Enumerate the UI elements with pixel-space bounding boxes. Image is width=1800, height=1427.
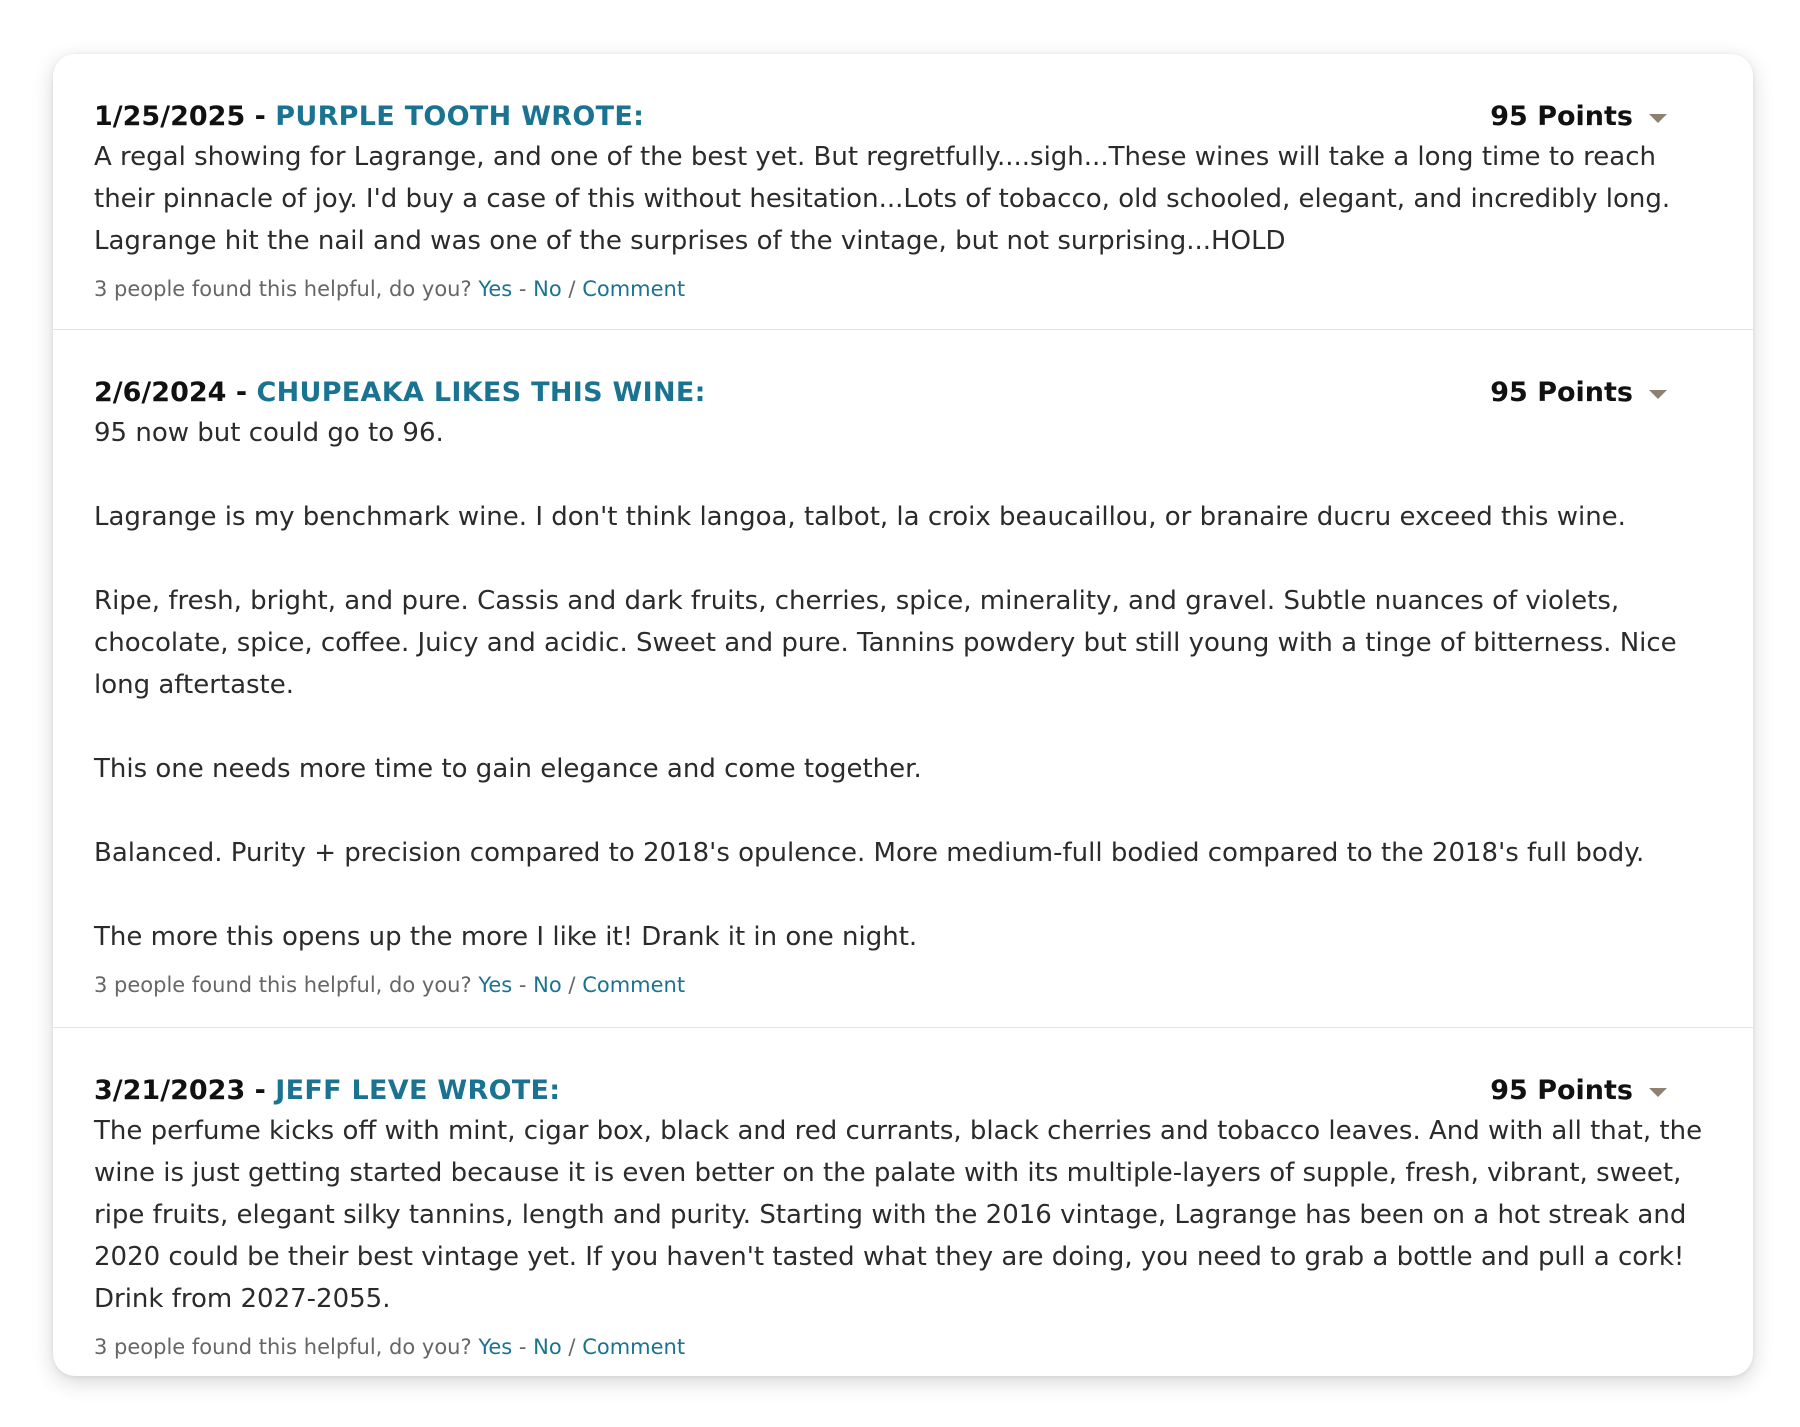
comment-link[interactable]: Comment: [582, 1335, 686, 1359]
tasting-note: [53, 54, 1753, 330]
helpful-no-link[interactable]: No: [533, 277, 562, 301]
note-paragraph: The more this opens up the more I like it! Drank it in one night.: [94, 922, 918, 952]
note-score: 95 Points: [1490, 101, 1633, 132]
helpful-yes-link[interactable]: Yes: [478, 277, 513, 301]
note-author-link[interactable]: JEFF LEVE WROTE:: [275, 1075, 561, 1106]
note-date: 2/6/2024: [94, 377, 227, 408]
note-paragraph: Lagrange is my benchmark wine. I don't think langoa, talbot, la croix beaucaillou, or branaire ducru exceed this wine.: [94, 502, 1626, 532]
helpful-no-link[interactable]: No: [533, 1335, 562, 1359]
helpful-text: 3 people found this helpful, do you?: [94, 973, 472, 997]
note-score: 95 Points: [1490, 1075, 1633, 1106]
tasting-note: [53, 330, 1753, 1028]
note-paragraph: The perfume kicks off with mint, cigar box, black and red currants, black cherries and tobacco leaves. And with all that, the wine is just getting started because it is even better on the palate with its multiple-layers of supple, fresh, vibrant, sweet, ripe fruits, elegant silky tannins, length and purity. Starting with the 2016 vintage, Lagrange has been on a hot streak and 2020 could be their best vintage yet. If you haven't tasted what they are doing, you need to grab a bottle and pull a cork! Drink from 2027-2055.: [94, 1116, 1703, 1314]
note-paragraph: Balanced. Purity + precision compared to 2018's opulence. More medium-full bodied compared to the 2018's full body.: [94, 838, 1645, 868]
chevron-down-icon[interactable]: [1649, 390, 1667, 399]
note-body: [94, 136, 1713, 262]
comment-link[interactable]: Comment: [582, 973, 686, 997]
note-body: [94, 412, 1713, 958]
helpful-yes-link[interactable]: Yes: [478, 973, 513, 997]
helpful-prompt: 3 people found this helpful, do you? Yes - No / Comment: [94, 973, 686, 997]
helpful-prompt: 3 people found this helpful, do you? Yes - No / Comment: [94, 1335, 686, 1359]
chevron-down-icon[interactable]: [1649, 114, 1667, 123]
note-paragraph: This one needs more time to gain elegance and come together.: [94, 754, 922, 784]
note-author-link[interactable]: PURPLE TOOTH WROTE:: [275, 101, 645, 132]
tasting-note: [53, 1028, 1753, 1376]
note-body: [94, 1110, 1713, 1320]
note-paragraph: Ripe, fresh, bright, and pure. Cassis and dark fruits, cherries, spice, minerality, and gravel. Subtle nuances of violets, chocolate, spice, coffee. Juicy and acidic. Sweet and pure. Tannins powdery but still young with a tinge of bitterness. Nice long aftertaste.: [94, 586, 1677, 700]
note-header: 2/6/2024 - CHUPEAKA LIKES THIS WINE: 95 Points: [94, 374, 1713, 412]
helpful-no-link[interactable]: No: [533, 973, 562, 997]
note-header: 1/25/2025 - PURPLE TOOTH WROTE: 95 Points: [94, 98, 1713, 136]
note-header: 3/21/2023 - JEFF LEVE WROTE: 95 Points: [94, 1072, 1713, 1110]
comment-link[interactable]: Comment: [582, 277, 686, 301]
note-paragraph: A regal showing for Lagrange, and one of the best yet. But regretfully....sigh...These wines will take a long time to reach their pinnacle of joy. I'd buy a case of this without hesitation...Lots of tobacco, old schooled, elegant, and incredibly long. Lagrange hit the nail and was one of the surprises of the vintage, but not surprising...HOLD: [94, 142, 1671, 256]
community-notes-card: [53, 54, 1753, 1376]
note-author-link[interactable]: CHUPEAKA LIKES THIS WINE:: [256, 377, 706, 408]
helpful-yes-link[interactable]: Yes: [478, 1335, 513, 1359]
note-date: 1/25/2025: [94, 101, 246, 132]
chevron-down-icon[interactable]: [1649, 1088, 1667, 1097]
note-score: 95 Points: [1490, 377, 1633, 408]
helpful-text: 3 people found this helpful, do you?: [94, 277, 472, 301]
note-paragraph: 95 now but could go to 96.: [94, 418, 444, 448]
helpful-text: 3 people found this helpful, do you?: [94, 1335, 472, 1359]
helpful-prompt: 3 people found this helpful, do you? Yes - No / Comment: [94, 277, 686, 301]
note-date: 3/21/2023: [94, 1075, 246, 1106]
